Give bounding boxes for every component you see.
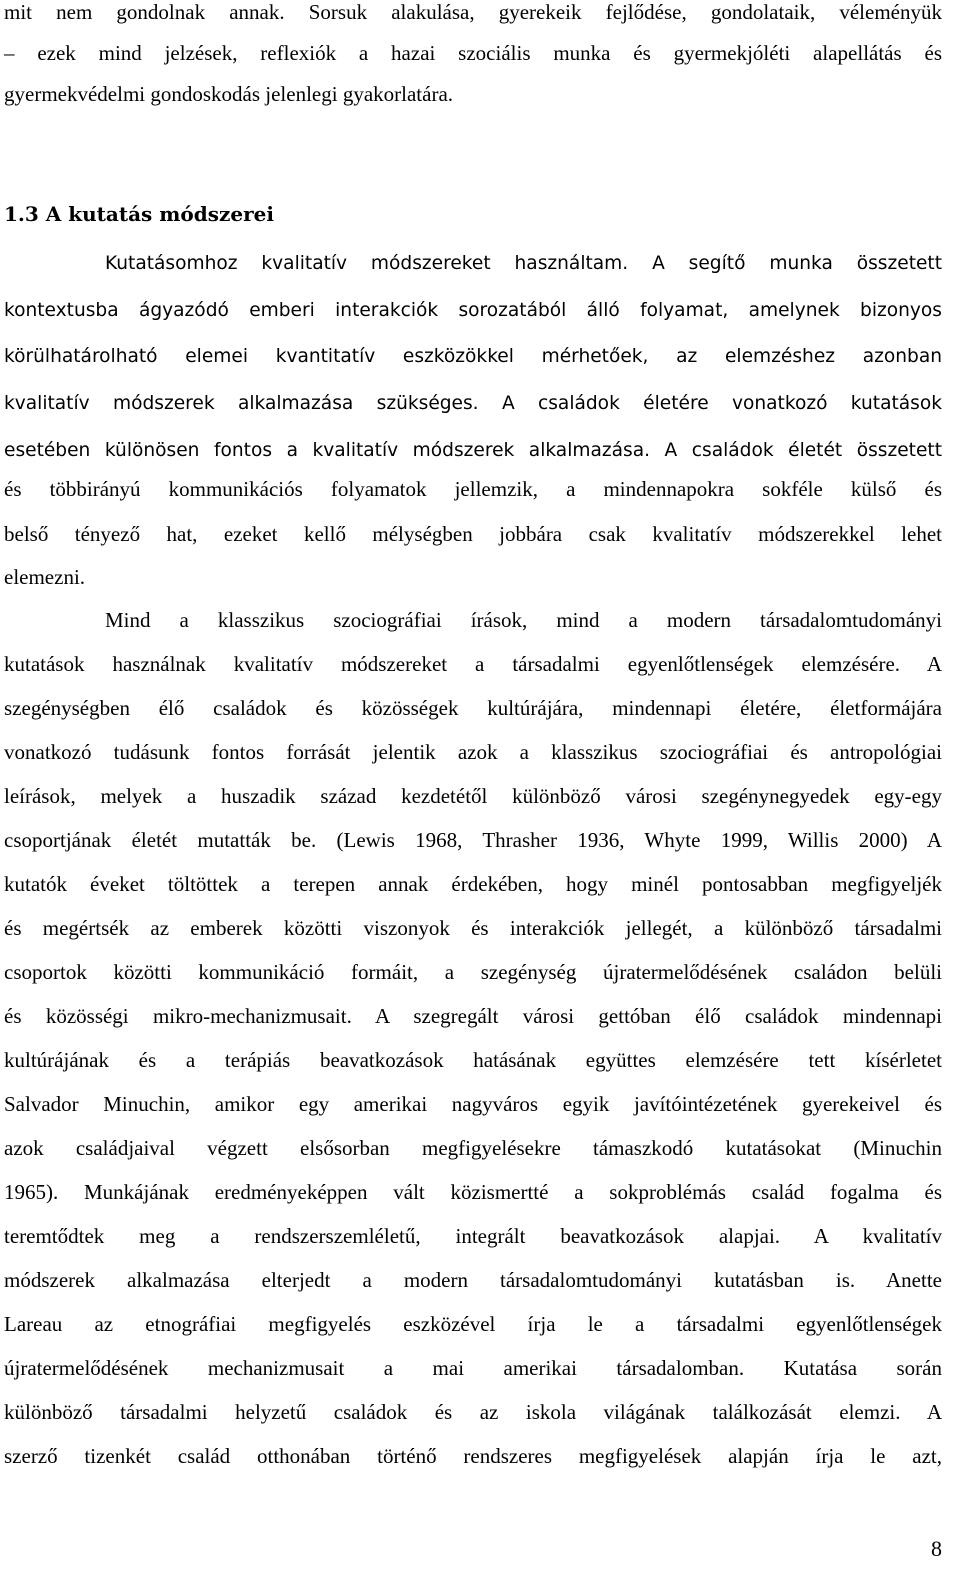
text-line: és többirányú kommunikációs folyamatok jellemzik, a mindennapokra sokféle külső és [4,477,942,501]
text-line: kultúrájának és a terápiás beavatkozások hatásának együttes elemzésére tett kísérletet [4,1048,942,1072]
text-line: Mind a klasszikus szociográfiai írások, mind a modern társadalomtudományi [105,608,942,632]
text-line: mit nem gondolnak annak. Sorsuk alakulása, gyerekeik fejlődése, gondolataik, véleményük [4,0,942,24]
text-line: Lareau az etnográfiai megfigyelés eszközével írja le a társadalmi egyenlőtlenségek [4,1312,942,1336]
text-line: – ezek mind jelzések, reflexiók a hazai szociális munka és gyermekjóléti alapellátás és [4,41,942,65]
text-line: módszerek alkalmazása elterjedt a modern társadalomtudományi kutatásban is. Anette [4,1268,942,1292]
text-line: szegénységben élő családok és közösségek kultúrájára, mindennapi életére, életformájára [4,696,942,720]
text-line: csoportok közötti kommunikáció formáit, a szegénység újratermelődésének családon belüli [4,960,942,984]
text-line: körülhatárolható elemei kvantitatív eszközökkel mérhetőek, az elemzéshez azonban [4,346,942,367]
text-line: és közösségi mikro-mechanizmusait. A szegregált városi gettóban élő családok mindennapi [4,1004,942,1028]
text-line: újratermelődésének mechanizmusait a mai amerikai társadalomban. Kutatása során [4,1356,942,1380]
page-number: 8 [931,1536,942,1561]
text-line: teremtődtek meg a rendszerszemléletű, integrált beavatkozások alapjai. A kvalitatív [4,1224,942,1248]
text-line: vonatkozó tudásunk fontos forrását jelentik azok a klasszikus szociográfiai és antropológiai [4,740,942,764]
text-line: Salvador Minuchin, amikor egy amerikai nagyváros egyik javítóintézetének gyerekeivel és [4,1092,942,1116]
section-heading: 1.3 A kutatás módszerei [4,202,274,226]
text-line: Kutatásomhoz kvalitatív módszereket használtam. A segítő munka összetett [105,253,942,274]
text-line: csoportjának életét mutatták be. (Lewis 1968, Thrasher 1936, Whyte 1999, Willis 2000) A [4,828,942,852]
text-line: kvalitatív módszerek alkalmazása szükséges. A családok életére vonatkozó kutatások [4,393,942,414]
text-line: és megértsék az emberek közötti viszonyok és interakciók jellegét, a különböző társadalmi [4,916,942,940]
text-line: belső tényező hat, ezeket kellő mélységben jobbára csak kvalitatív módszerekkel lehet [4,522,942,546]
text-line: kutatások használnak kvalitatív módszereket a társadalmi egyenlőtlenségek elemzésére. A [4,652,942,676]
text-line: gyermekvédelmi gondoskodás jelenlegi gyakorlatára. [4,82,454,106]
text-line: 1965). Munkájának eredményeképpen vált közismertté a sokproblémás család fogalma és [4,1180,942,1204]
text-line: leírások, melyek a huszadik század kezdetétől különböző városi szegénynegyedek egy-egy [4,784,942,808]
text-line: szerző tizenkét család otthonában történő rendszeres megfigyelések alapján írja le azt, [4,1444,942,1468]
text-line: kutatók éveket töltöttek a terepen annak érdekében, hogy minél pontosabban megfigyeljék [4,872,942,896]
text-line: elemezni. [4,565,86,589]
text-line: esetében különösen fontos a kvalitatív módszerek alkalmazása. A családok életét összetett [4,440,942,461]
text-line: azok családjaival végzett elsősorban megfigyelésekre támaszkodó kutatásokat (Minuchin [4,1136,942,1160]
text-line: kontextusba ágyazódó emberi interakciók sorozatából álló folyamat, amelynek bizonyos [4,300,942,321]
text-line: különböző társadalmi helyzetű családok és az iskola világának találkozását elemzi. A [4,1400,942,1424]
